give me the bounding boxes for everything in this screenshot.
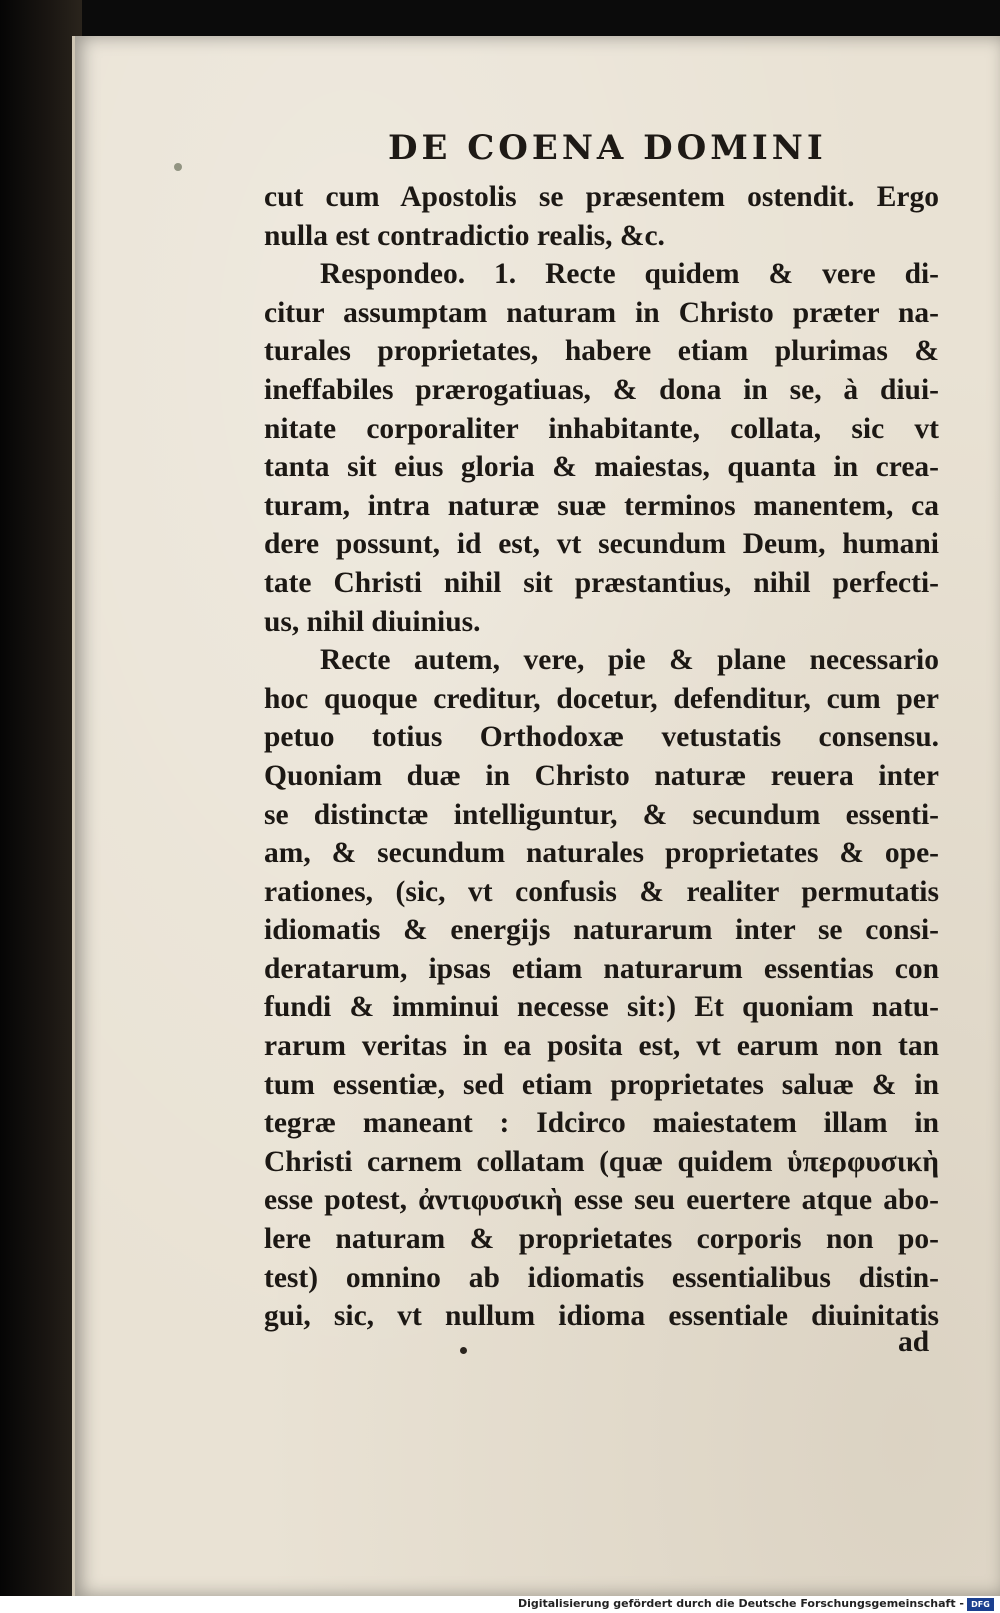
- text-line: esse potest, ἀντιφυσικὴ esse seu euertere atque abo-: [264, 1184, 939, 1217]
- body-text: [264, 178, 939, 1336]
- text-line: deratarum, ipsas etiam naturarum essentias con: [264, 952, 939, 985]
- text-line: test) omnino ab idiomatis essentialibus distin-: [264, 1261, 939, 1294]
- text-line: tum essentiæ, sed etiam proprietates saluæ & in: [264, 1068, 939, 1101]
- book-spine: [0, 0, 82, 1600]
- text-line: Christi carnem collatam (quæ quidem ὑπερφυσικὴ: [264, 1145, 939, 1178]
- text-line: Recte autem, vere, pie & plane necessario: [320, 644, 939, 677]
- text-line: fundi & imminui necesse sit:) Et quoniam natu-: [264, 991, 939, 1024]
- text-line: am, & secundum naturales proprietates & ope-: [264, 837, 939, 870]
- text-line: Quoniam duæ in Christo naturæ reuera inter: [264, 759, 939, 792]
- text-line: rationes, (sic, vt confusis & realiter permutatis: [264, 875, 939, 908]
- text-line: lere naturam & proprietates corporis non po-: [264, 1223, 939, 1256]
- text-line: tate Christi nihil sit præstantius, nihil perfecti-: [264, 566, 939, 599]
- dfg-logo: DFG: [967, 1598, 994, 1611]
- text-line: tegræ maneant : Idcirco maiestatem illam in: [264, 1107, 939, 1140]
- text-line: hoc quoque creditur, docetur, defenditur, cum per: [264, 682, 939, 715]
- text-line: tanta sit eius gloria & maiestas, quanta in crea-: [264, 451, 939, 484]
- text-line: ineffabiles prærogatiuas, & dona in se, à diui-: [264, 373, 939, 406]
- text-line: nulla est contradictio realis, &c.: [264, 219, 665, 252]
- text-line: us, nihil diuinius.: [264, 605, 481, 638]
- text-line: turam, intra naturæ suæ terminos manentem, ca: [264, 489, 939, 522]
- catchword: ad: [898, 1326, 930, 1358]
- ink-dot: [460, 1347, 467, 1354]
- text-line: gui, sic, vt nullum idioma essentiale diuinitatis: [264, 1300, 939, 1333]
- text-line: se distinctæ intelliguntur, & secundum essenti-: [264, 798, 939, 831]
- text-line: citur assumptam naturam in Christo præter na-: [264, 296, 939, 329]
- text-line: cut cum Apostolis se præsentem ostendit. Ergo: [264, 181, 939, 213]
- text-line: nitate corporaliter inhabitante, collata, sic vt: [264, 412, 939, 445]
- text-line: dere possunt, id est, vt secundum Deum, humani: [264, 528, 939, 561]
- text-line: idiomatis & energijs naturarum inter se consi-: [264, 914, 939, 947]
- text-line: turales proprietates, habere etiam plurimas &: [264, 335, 939, 368]
- running-header: DE COENA DOMINI: [388, 128, 827, 168]
- text-line: Respondeo. 1. Recte quidem & vere di-: [320, 258, 939, 291]
- text-line: rarum veritas in ea posita est, vt earum non tan: [264, 1030, 939, 1063]
- page-speck: [174, 163, 182, 171]
- text-line: petuo totius Orthodoxæ vetustatis consensu.: [264, 721, 939, 754]
- footer-credit: Digitalisierung gefördert durch die Deutsche Forschungsgemeinschaft -: [517, 1597, 964, 1610]
